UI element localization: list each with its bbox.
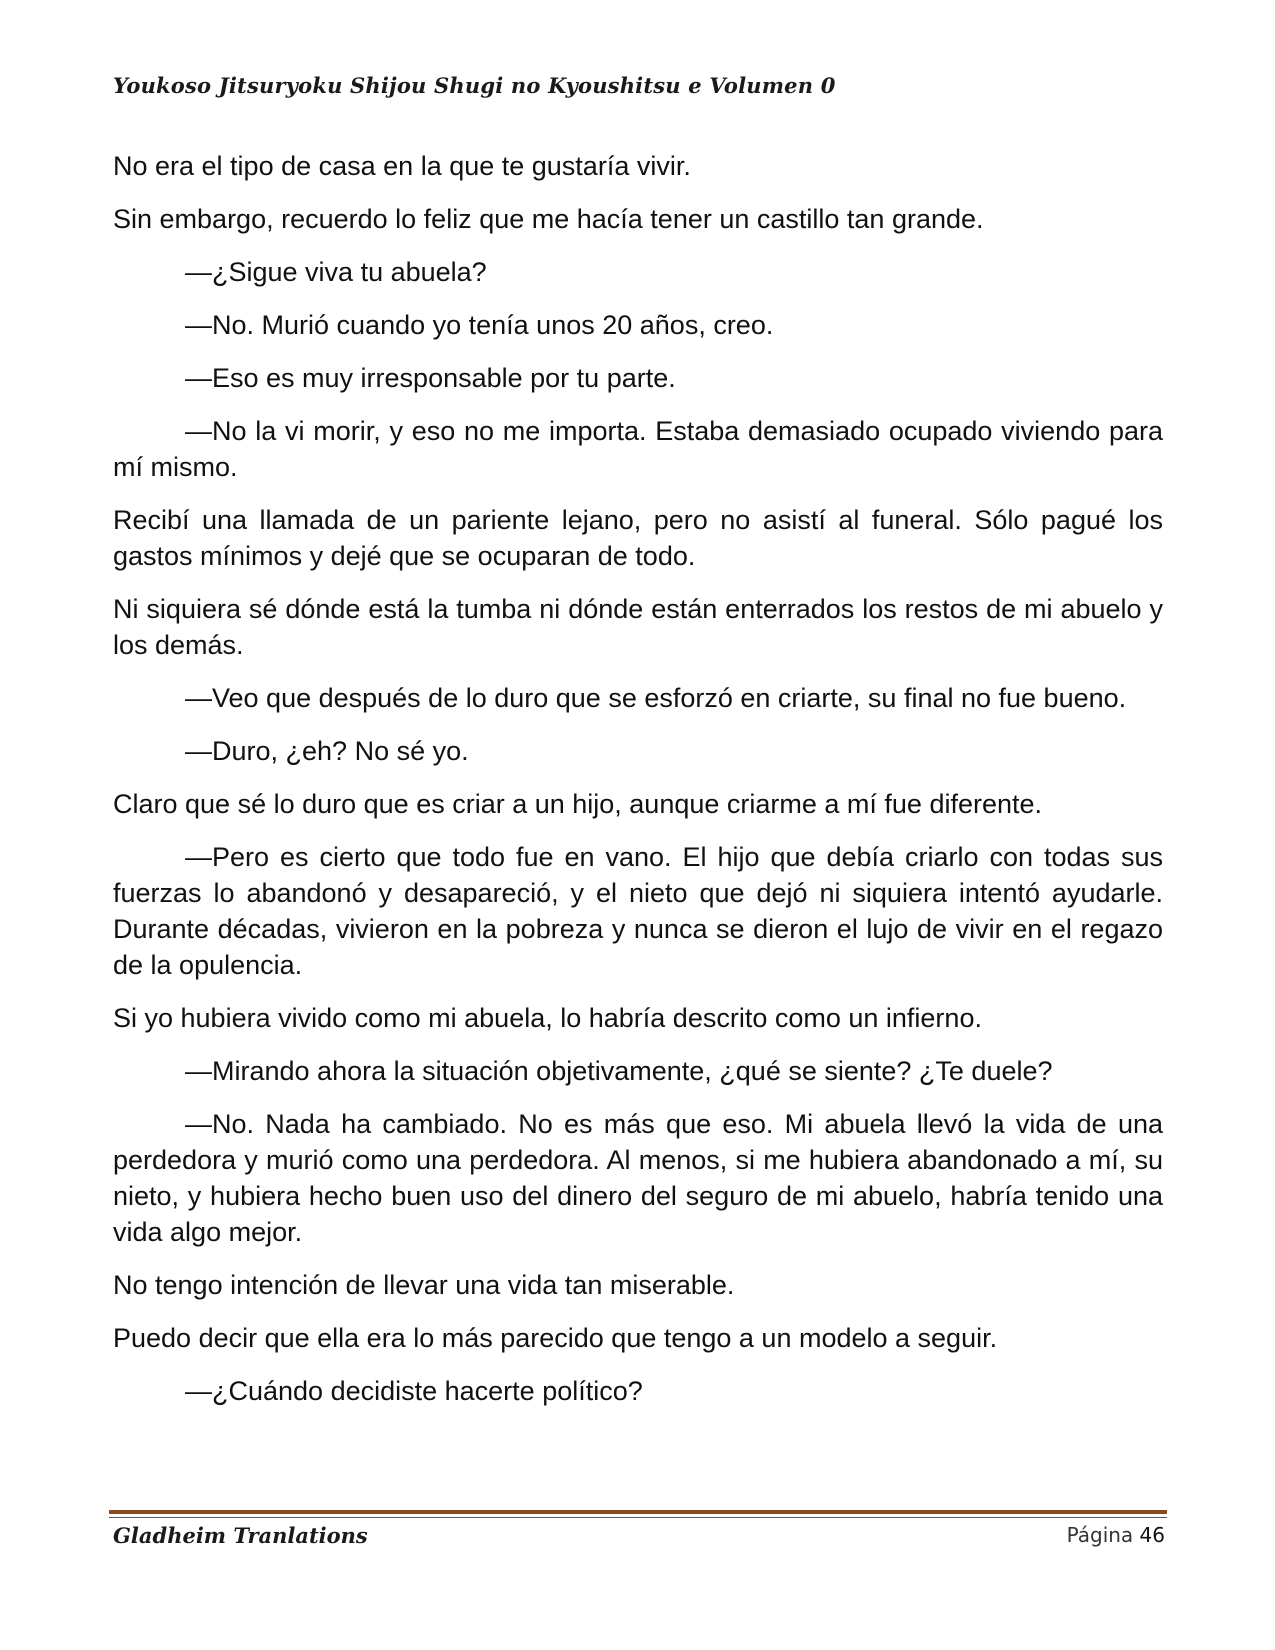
dialog-paragraph: —Pero es cierto que todo fue en vano. El hijo que debía criarlo con todas sus fuerzas lo abandonó y desapareció, y el nieto que dejó ni siquiera intentó ayudarle. Durante décadas, vivieron en la pobreza y nunca se dieron el lujo de vivir en el regazo de la opulencia. [113,842,1163,980]
paragraph: Sin embargo, recuerdo lo feliz que me hacía tener un castillo tan grande. [113,204,984,234]
paragraph: No tengo intención de llevar una vida tan miserable. [113,1270,735,1300]
page-number: 46 [1139,1523,1165,1547]
dialog-paragraph: —Eso es muy irresponsable por tu parte. [185,363,676,393]
dialog-paragraph: —¿Sigue viva tu abuela? [185,257,487,287]
page-body [113,148,1163,1426]
dialog-paragraph: —¿Cuándo decidiste hacerte político? [185,1376,643,1406]
page-indicator [1067,1523,1165,1547]
dialog-paragraph: —Mirando ahora la situación objetivamente, ¿qué se siente? ¿Te duele? [185,1056,1053,1086]
paragraph: Ni siquiera sé dónde está la tumba ni dónde están enterrados los restos de mi abuelo y los demás. [113,594,1163,660]
dialog-paragraph: —No la vi morir, y eso no me importa. Estaba demasiado ocupado viviendo para mí mismo. [113,416,1163,482]
page-label: Página [1066,1523,1134,1547]
paragraph: Si yo hubiera vivido como mi abuela, lo habría descrito como un infierno. [113,1003,982,1033]
dialog-paragraph: —Duro, ¿eh? No sé yo. [185,736,469,766]
footer-divider [109,1510,1167,1514]
paragraph: No era el tipo de casa en la que te gustaría vivir. [113,151,691,181]
paragraph: Recibí una llamada de un pariente lejano, pero no asistí al funeral. Sólo pagué los gastos mínimos y dejé que se ocuparan de todo. [113,505,1163,571]
running-header: Youkoso Jitsuryoku Shijou Shugi no Kyoushitsu e Volumen 0 [113,73,836,98]
paragraph: Claro que sé lo duro que es criar a un hijo, aunque criarme a mí fue diferente. [113,789,1043,819]
footer-divider-thin [109,1517,1167,1518]
footer-credit: Gladheim Tranlations [113,1523,368,1548]
paragraph: Puedo decir que ella era lo más parecido que tengo a un modelo a seguir. [113,1323,998,1353]
dialog-paragraph: —Veo que después de lo duro que se esforzó en criarte, su final no fue bueno. [185,683,1127,713]
dialog-paragraph: —No. Murió cuando yo tenía unos 20 años, creo. [185,310,774,340]
dialog-paragraph: —No. Nada ha cambiado. No es más que eso. Mi abuela llevó la vida de una perdedora y murió como una perdedora. Al menos, si me hubiera abandonado a mí, su nieto, y hubiera hecho buen uso del dinero del seguro de mi abuelo, habría tenido una vida algo mejor. [113,1109,1163,1247]
